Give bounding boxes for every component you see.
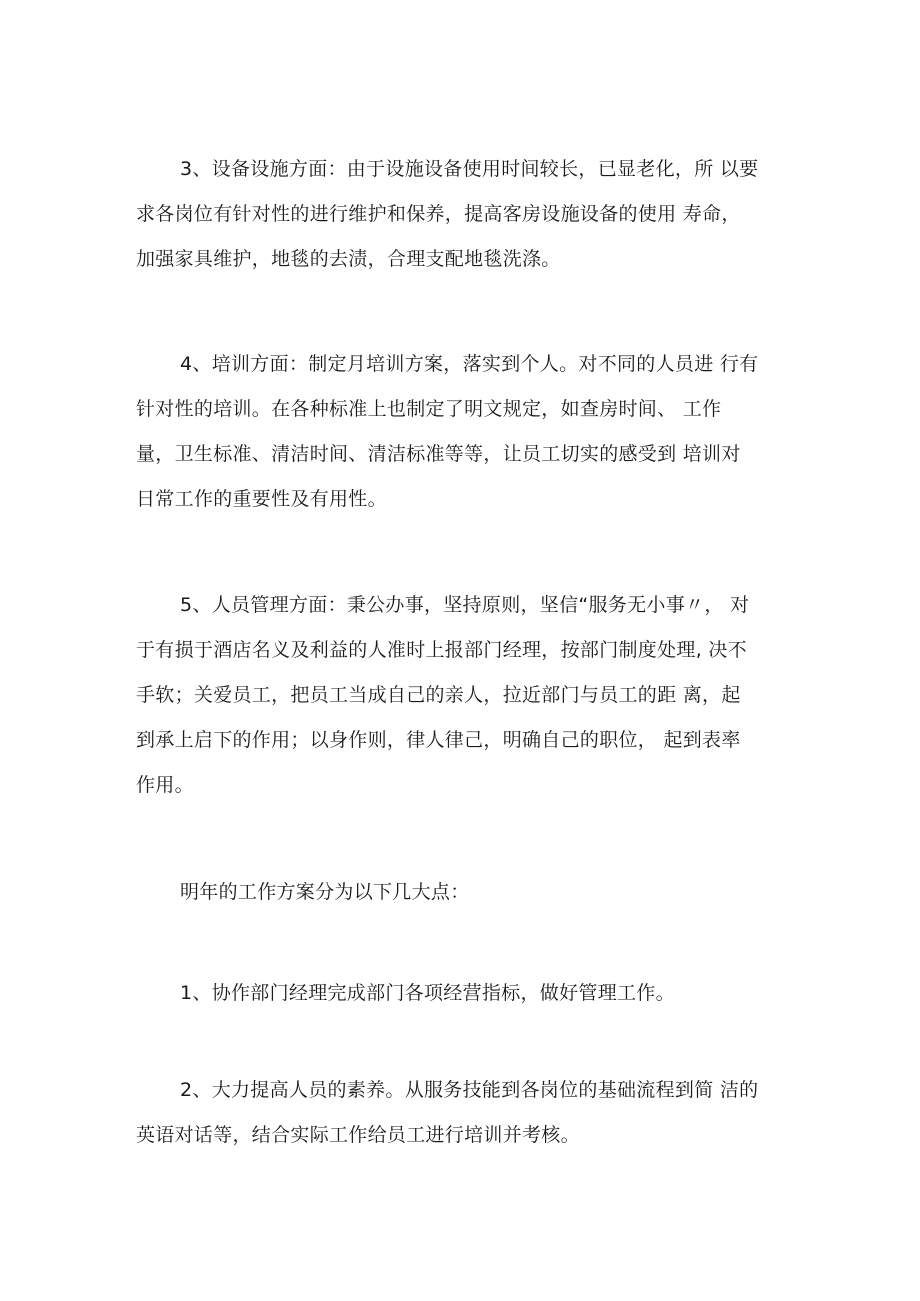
text-line: 明年的工作方案分为以下几大点： bbox=[180, 881, 470, 903]
text-line: 日常工作的重要性及有用性。 bbox=[136, 488, 387, 510]
paragraph-plan-item-2 bbox=[136, 1068, 788, 1158]
paragraph-facilities bbox=[136, 147, 788, 282]
text-line: 加强家具维护，地毯的去渍，合理支配地毯洗涤。 bbox=[136, 248, 561, 270]
text-line: 作用。 bbox=[136, 774, 194, 796]
text-line: 于有损于酒店名义及利益的人准时上报部门经理，按部门制度处理, 决不 bbox=[136, 639, 747, 661]
paragraph-staff-management bbox=[136, 583, 788, 808]
text-line: 求各岗位有针对性的进行维护和保养，提高客房设施设备的使用 寿命， bbox=[136, 203, 741, 225]
paragraph-plan-item-1 bbox=[136, 971, 788, 1016]
paragraph-next-year-plan bbox=[136, 870, 788, 915]
text-line: 2、大力提高人员的素养。从服务技能到各岗位的基础流程到简 洁的 bbox=[180, 1079, 759, 1101]
text-line: 量，卫生标准、清洁时间、清洁标准等等，让员工切实的感受到 培训对 bbox=[136, 443, 741, 465]
text-line: 针对性的培训。在各种标准上也制定了明文规定，如查房时间、 工作 bbox=[136, 398, 722, 420]
text-line: 到承上启下的作用；以身作则，律人律己，明确自己的职位， 起到表率 bbox=[136, 729, 741, 751]
text-line: 1、协作部门经理完成部门各项经营指标，做好管理工作。 bbox=[180, 982, 675, 1004]
text-line: 手软；关爱员工，把员工当成自己的亲人，拉近部门与员工的距 离，起 bbox=[136, 684, 741, 706]
text-line: 4、培训方面：制定月培训方案，落实到个人。对不同的人员进 行有 bbox=[180, 353, 759, 375]
text-line: 5、人员管理方面：秉公办事，坚持原则，坚信“服务无小事〃， 对 bbox=[180, 594, 750, 616]
text-line: 英语对话等，结合实际工作给员工进行培训并考核。 bbox=[136, 1124, 580, 1146]
text-line: 3、设备设施方面：由于设施设备使用时间较长，已显老化，所 以要 bbox=[180, 158, 759, 180]
paragraph-training bbox=[136, 342, 788, 522]
